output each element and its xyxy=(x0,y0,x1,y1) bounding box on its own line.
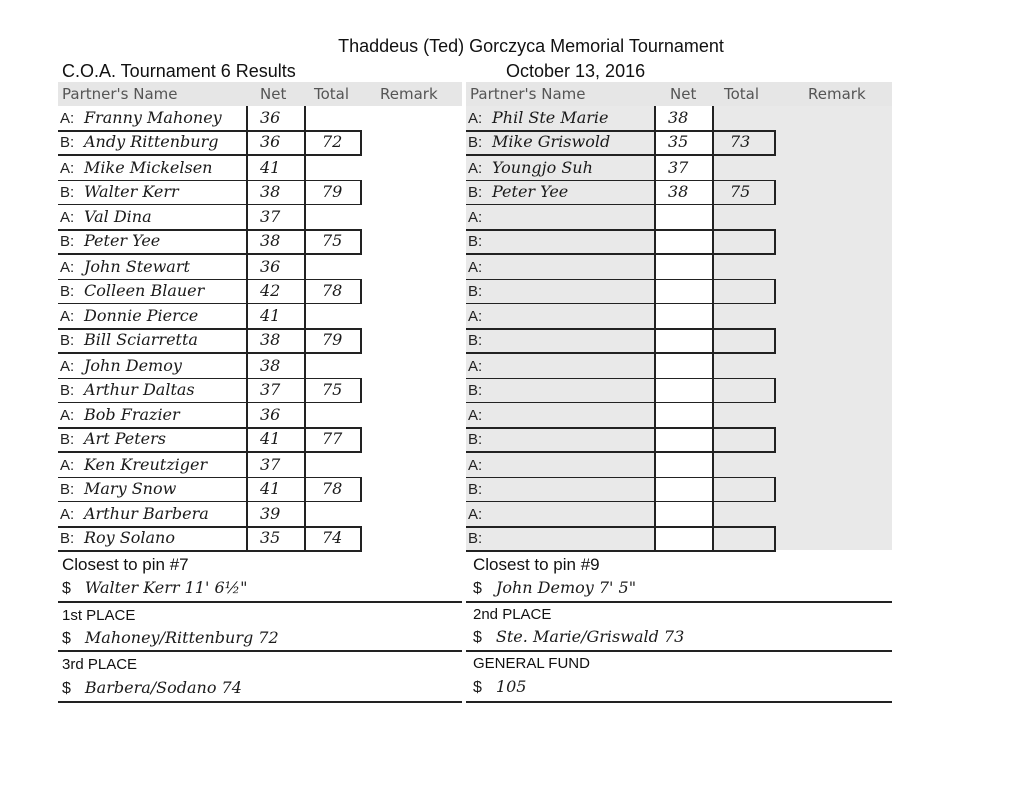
pair-total: 79 xyxy=(322,181,343,201)
total-column-border xyxy=(774,477,776,502)
total-box-top xyxy=(712,427,774,429)
total-column-border xyxy=(774,229,776,254)
row-rule xyxy=(466,477,714,479)
partner-a-name: Phil Ste Marie xyxy=(492,108,609,127)
partner-b-prefix: B: xyxy=(60,381,75,399)
partner-a-net: 38 xyxy=(668,108,689,127)
partner-a-prefix: A: xyxy=(60,159,75,177)
total-column-border xyxy=(774,328,776,353)
third-place-label: 3rd PLACE xyxy=(62,656,138,673)
partner-b-name: Mary Snow xyxy=(84,478,177,498)
net-column-border xyxy=(246,403,248,452)
partner-a-name: Mike Mickelsen xyxy=(84,157,213,177)
partner-b-prefix: B: xyxy=(468,233,483,250)
net-column-border xyxy=(654,453,656,502)
net-column-border xyxy=(246,156,248,205)
net-column-border xyxy=(246,453,248,502)
partner-a-prefix: A: xyxy=(60,357,75,375)
net-column-border xyxy=(246,255,248,304)
partner-a-name: Franny Mahoney xyxy=(84,108,222,127)
closest-pin-7-label: Closest to pin #7 xyxy=(62,555,189,574)
partner-a-prefix: A: xyxy=(60,308,75,325)
partner-b-net: 37 xyxy=(260,379,281,399)
net-column-border xyxy=(246,354,248,403)
partner-b-prefix: B: xyxy=(60,134,75,151)
partner-a-prefix: A: xyxy=(468,357,483,375)
general-fund-amount: 105 xyxy=(495,677,527,696)
partner-b-name: Art Peters xyxy=(84,429,166,448)
partner-a-prefix: A: xyxy=(468,209,483,226)
row-rule xyxy=(466,303,776,305)
row-rule xyxy=(58,303,362,305)
pair-total: 75 xyxy=(730,181,751,201)
row-rule xyxy=(466,279,714,281)
row-rule xyxy=(58,154,362,156)
total-box-top xyxy=(712,229,774,231)
pair-total: 75 xyxy=(322,231,343,250)
net-column-border xyxy=(246,106,248,155)
partner-a-prefix: A: xyxy=(60,456,75,474)
partner-a-prefix: A: xyxy=(468,159,483,177)
total-box-top xyxy=(712,526,774,528)
total-column-border xyxy=(774,130,776,155)
third-place-winner: Barbera/Sodano 74 xyxy=(84,678,242,697)
total-column-border xyxy=(774,279,776,304)
partner-b-prefix: B: xyxy=(60,233,75,250)
partner-b-prefix: B: xyxy=(60,480,75,498)
partner-a-prefix: A: xyxy=(468,407,483,424)
partner-b-prefix: B: xyxy=(60,530,75,547)
footer-rule xyxy=(466,601,892,603)
total-column-border xyxy=(360,130,362,155)
partner-a-net: 36 xyxy=(260,256,281,276)
net-column-border xyxy=(654,106,656,155)
first-place-label: 1st PLACE xyxy=(62,607,136,624)
footer-rule xyxy=(466,650,892,652)
closest-pin-9-value xyxy=(473,578,636,598)
third-place-value xyxy=(62,678,242,698)
partner-a-prefix: A: xyxy=(60,258,75,276)
row-rule xyxy=(58,253,362,255)
total-column-border xyxy=(360,477,362,502)
partner-b-name: Colleen Blauer xyxy=(84,280,205,300)
pair-total: 73 xyxy=(730,132,751,151)
partner-b-prefix: B: xyxy=(60,332,75,349)
row-rule xyxy=(466,501,776,503)
partner-b-prefix: B: xyxy=(468,480,483,498)
partner-a-net: 37 xyxy=(260,207,281,226)
closest-pin-9-winner: John Demoy 7' 5" xyxy=(495,578,637,597)
partner-b-prefix: B: xyxy=(468,530,483,547)
closest-pin-9-label: Closest to pin #9 xyxy=(473,555,600,574)
partner-b-name: Arthur Daltas xyxy=(84,379,195,399)
right-results-table xyxy=(466,106,892,554)
dollar-sign: $ xyxy=(62,680,71,697)
footer-rule xyxy=(466,701,892,703)
partner-a-name: Bob Frazier xyxy=(84,405,180,424)
total-column-border xyxy=(774,378,776,403)
partner-b-prefix: B: xyxy=(60,183,75,201)
partner-b-net: 42 xyxy=(260,280,281,300)
row-rule xyxy=(466,352,776,354)
second-place-winner: Ste. Marie/Griswald 73 xyxy=(495,627,685,646)
partner-b-net: 38 xyxy=(668,181,689,201)
total-column-border xyxy=(774,180,776,205)
header-partner-name: Partner's Name xyxy=(62,85,178,103)
header-remark: Remark xyxy=(808,85,866,103)
row-rule xyxy=(466,526,714,528)
partner-b-name: Walter Kerr xyxy=(84,181,179,201)
total-box-top xyxy=(712,378,774,380)
total-box-top xyxy=(712,477,774,479)
partner-a-net: 41 xyxy=(260,306,281,325)
partner-a-net: 37 xyxy=(668,157,689,177)
partner-b-name: Bill Sciarretta xyxy=(84,330,198,349)
header-net: Net xyxy=(670,85,697,103)
partner-b-net: 38 xyxy=(260,181,281,201)
general-fund-value xyxy=(473,677,526,697)
dollar-sign: $ xyxy=(62,580,71,597)
total-column-border xyxy=(360,328,362,353)
results-subtitle: C.O.A. Tournament 6 Results xyxy=(62,61,296,81)
net-column-border xyxy=(246,205,248,254)
row-rule xyxy=(58,352,362,354)
pair-total: 78 xyxy=(322,280,343,300)
first-place-value xyxy=(62,628,279,648)
net-column-border xyxy=(654,156,656,205)
partner-a-prefix: A: xyxy=(468,308,483,325)
total-column-border xyxy=(360,180,362,205)
row-rule xyxy=(58,402,362,404)
partner-a-name: Ken Kreutziger xyxy=(84,454,208,474)
partner-b-net: 38 xyxy=(260,231,281,250)
partner-b-name: Andy Rittenburg xyxy=(84,132,219,151)
dollar-sign: $ xyxy=(473,580,482,597)
tournament-date: October 13, 2016 xyxy=(506,61,646,81)
partner-a-net: 41 xyxy=(260,157,281,177)
second-place-value xyxy=(473,627,684,647)
dollar-sign: $ xyxy=(473,629,482,646)
dollar-sign: $ xyxy=(473,679,482,696)
closest-pin-7-winner: Walter Kerr 11' 6½" xyxy=(84,578,248,597)
net-column-border xyxy=(654,403,656,452)
pair-total: 79 xyxy=(322,330,343,349)
partner-b-name: Peter Yee xyxy=(84,231,161,250)
row-rule xyxy=(466,451,776,453)
total-box-top xyxy=(712,279,774,281)
total-column-border xyxy=(774,427,776,452)
partner-a-prefix: A: xyxy=(468,110,483,127)
header-remark: Remark xyxy=(380,85,438,103)
partner-a-name: John Demoy xyxy=(84,355,182,375)
net-column-border xyxy=(246,502,248,551)
header-net: Net xyxy=(260,85,287,103)
net-column-border xyxy=(654,502,656,551)
row-rule xyxy=(58,451,362,453)
page-title: Thaddeus (Ted) Gorczyca Memorial Tournament xyxy=(338,36,724,56)
row-rule xyxy=(466,550,776,552)
row-rule xyxy=(466,402,776,404)
left-results-table xyxy=(58,106,462,554)
net-column-border xyxy=(246,304,248,353)
net-column-border xyxy=(654,205,656,254)
header-total: Total xyxy=(724,85,760,103)
total-column-border xyxy=(360,526,362,551)
partner-a-net: 36 xyxy=(260,405,281,424)
total-column-border xyxy=(360,279,362,304)
partner-b-net: 35 xyxy=(260,528,281,547)
partner-a-name: Donnie Pierce xyxy=(84,306,199,325)
row-rule xyxy=(58,550,362,552)
net-column-border xyxy=(654,255,656,304)
partner-b-net: 35 xyxy=(668,132,689,151)
pair-total: 75 xyxy=(322,379,343,399)
partner-b-net: 41 xyxy=(260,429,281,448)
partner-b-prefix: B: xyxy=(468,282,483,300)
row-rule xyxy=(466,154,776,156)
partner-b-net: 36 xyxy=(260,132,281,151)
partner-a-net: 38 xyxy=(260,355,281,375)
header-total: Total xyxy=(314,85,350,103)
partner-b-prefix: B: xyxy=(60,282,75,300)
partner-a-prefix: A: xyxy=(60,110,75,127)
dollar-sign: $ xyxy=(62,630,71,647)
partner-a-prefix: A: xyxy=(468,258,483,276)
pair-total: 78 xyxy=(322,478,343,498)
partner-a-name: Youngjo Suh xyxy=(492,157,593,177)
pair-total: 74 xyxy=(322,528,343,547)
partner-a-prefix: A: xyxy=(468,506,483,523)
net-column-border xyxy=(654,354,656,403)
partner-b-prefix: B: xyxy=(468,381,483,399)
left-table-header xyxy=(58,82,462,106)
partner-b-prefix: B: xyxy=(468,431,483,448)
row-rule xyxy=(58,204,362,206)
row-rule xyxy=(466,427,714,429)
header-partner-name: Partner's Name xyxy=(470,85,586,103)
first-place-winner: Mahoney/Rittenburg 72 xyxy=(84,628,279,647)
row-rule xyxy=(466,253,776,255)
partner-a-name: Arthur Barbera xyxy=(84,504,209,523)
partner-a-prefix: A: xyxy=(60,407,75,424)
total-column-border xyxy=(360,378,362,403)
partner-a-net: 36 xyxy=(260,108,281,127)
total-box-top xyxy=(712,328,774,330)
partner-b-net: 41 xyxy=(260,478,281,498)
row-rule xyxy=(466,229,714,231)
footer-rule xyxy=(58,650,462,652)
partner-a-name: Val Dina xyxy=(84,207,152,226)
partner-a-net: 39 xyxy=(260,504,281,523)
row-rule xyxy=(58,501,362,503)
row-rule xyxy=(466,328,714,330)
total-column-border xyxy=(360,229,362,254)
partner-a-prefix: A: xyxy=(60,506,75,523)
partner-b-name: Peter Yee xyxy=(492,181,569,201)
footer-rule xyxy=(58,701,462,703)
partner-a-net: 37 xyxy=(260,454,281,474)
partner-b-prefix: B: xyxy=(468,183,483,201)
partner-a-prefix: A: xyxy=(60,209,75,226)
total-column-border xyxy=(360,427,362,452)
row-rule xyxy=(466,204,776,206)
partner-a-prefix: A: xyxy=(468,456,483,474)
partner-b-name: Roy Solano xyxy=(84,528,175,547)
closest-pin-7-value xyxy=(62,578,248,598)
partner-b-name: Mike Griswold xyxy=(492,132,611,151)
right-table-header xyxy=(466,82,892,106)
row-rule xyxy=(466,378,714,380)
pair-total: 77 xyxy=(322,429,343,448)
general-fund-label: GENERAL FUND xyxy=(473,655,590,672)
second-place-label: 2nd PLACE xyxy=(473,606,552,623)
footer-rule xyxy=(58,601,462,603)
partner-b-prefix: B: xyxy=(60,431,75,448)
partner-b-prefix: B: xyxy=(468,134,483,151)
total-column-border xyxy=(774,526,776,551)
net-column-border xyxy=(654,304,656,353)
partner-b-prefix: B: xyxy=(468,332,483,349)
pair-total: 72 xyxy=(322,132,343,151)
partner-b-net: 38 xyxy=(260,330,281,349)
partner-a-name: John Stewart xyxy=(84,256,190,276)
